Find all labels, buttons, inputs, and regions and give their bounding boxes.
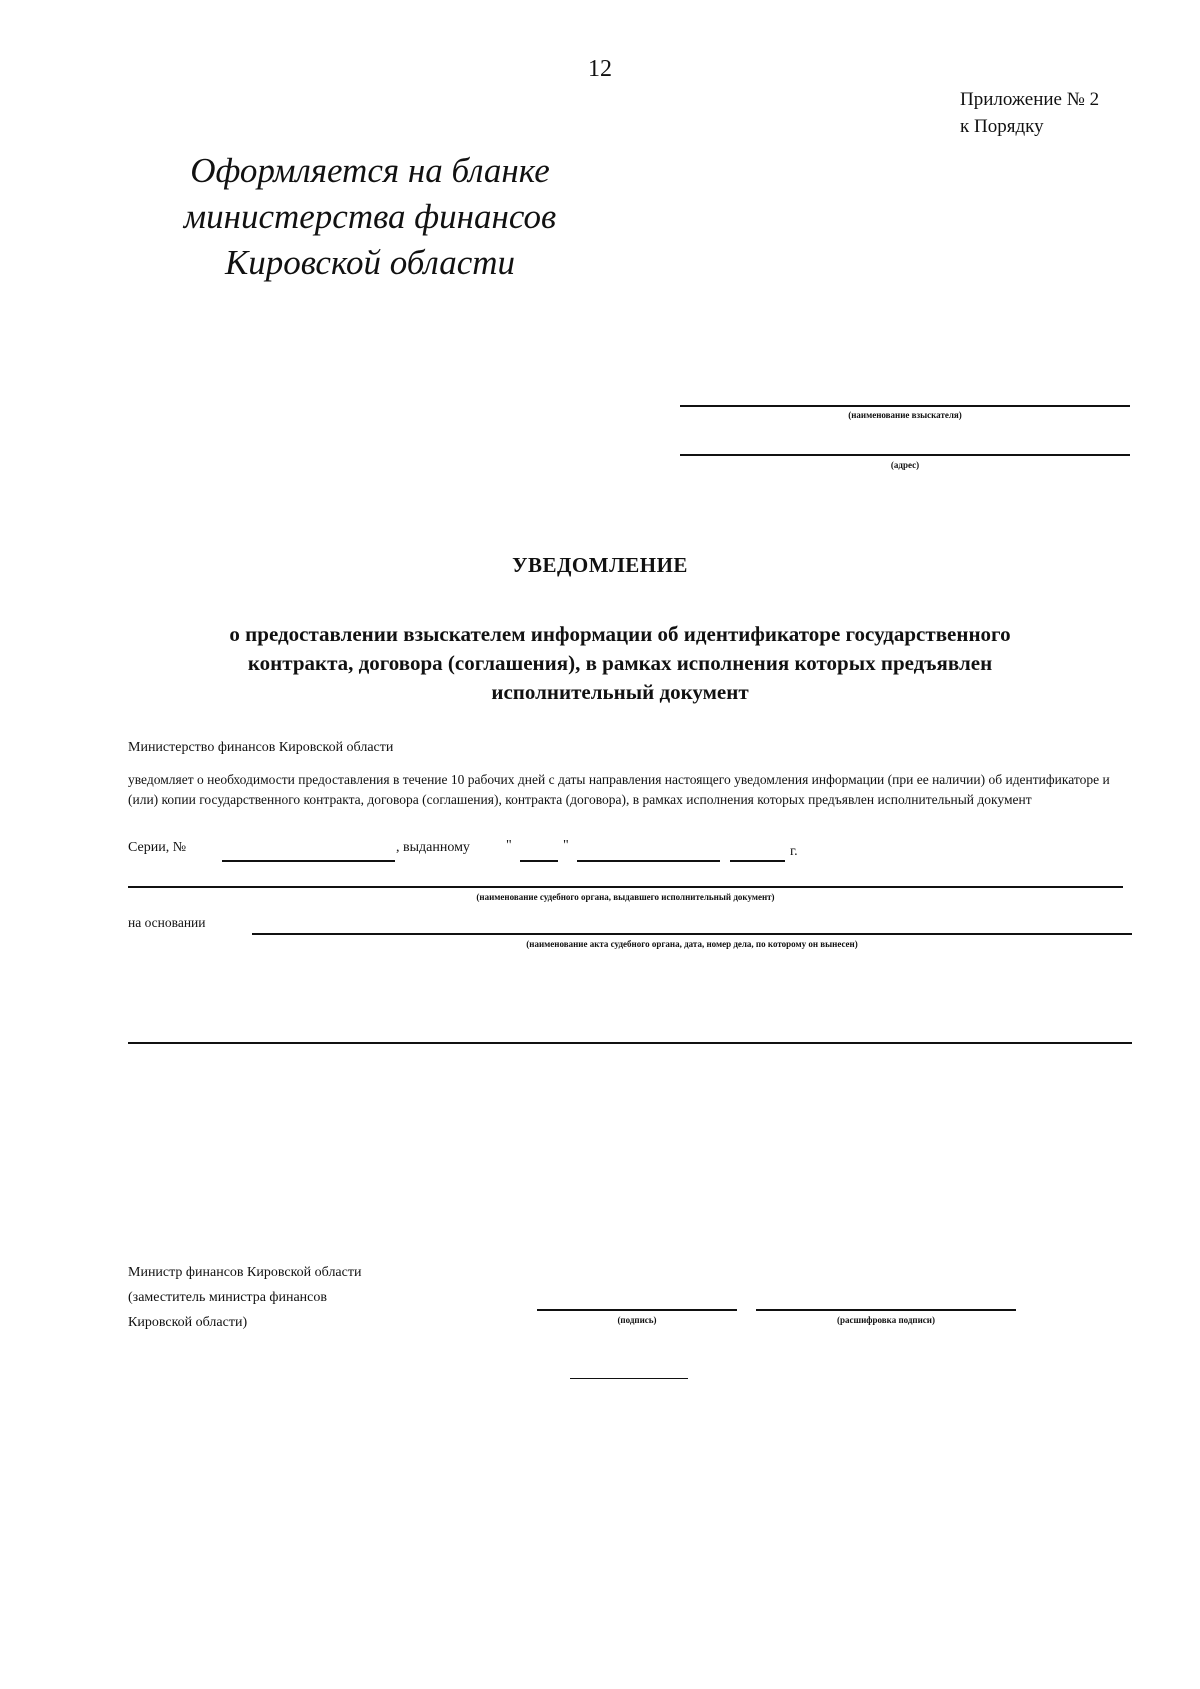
series-label: Серии, №: [128, 840, 187, 855]
subtitle-line-3: исполнительный документ: [491, 680, 749, 704]
recipient-name-caption: (наименование взыскателя): [848, 410, 962, 420]
recipient-address-caption: (адрес): [890, 460, 920, 470]
series-number-field[interactable]: [222, 860, 395, 862]
signature-decoding-field[interactable]: [756, 1309, 1016, 1311]
end-separator-line: [570, 1378, 688, 1379]
notice-body-text: уведомляет о необходимости предоставления в течение 10 рабочих дней с даты направления настоящего уведомления информации (при ее наличии) об идентификаторе и (или) копии государственного контракта, договора (соглашения), контракта (договора), в рамках исполнения которых предъявлен исполнительный документ: [128, 772, 1110, 807]
signer-title: [128, 1260, 361, 1335]
recipient-name-line[interactable]: [680, 405, 1130, 407]
recipient-address-line[interactable]: [680, 454, 1130, 456]
quote-close: ": [563, 838, 569, 853]
issue-month-field[interactable]: [577, 860, 720, 862]
signature-field[interactable]: [537, 1309, 737, 1311]
basis-caption: (наименование акта судебного органа, дата, номер дела, по которому он вынесен): [526, 939, 858, 949]
page-number: 12: [588, 56, 612, 82]
basis-label: на основании: [128, 915, 206, 930]
ministry-name: Министерство финансов Кировской области: [128, 740, 394, 755]
signature-decoding-caption: (расшифровка подписи): [837, 1315, 935, 1325]
subtitle-line-1: о предоставлении взыскателем информации об идентификаторе государственного: [229, 622, 1011, 646]
court-name-caption: (наименование судебного органа, выдавшего исполнительный документ): [476, 892, 775, 902]
signer-line-1: Министр финансов Кировской области: [128, 1265, 362, 1280]
signer-line-2: (заместитель министра финансов: [128, 1290, 327, 1305]
appendix-line-1: Приложение № 2: [960, 89, 1100, 110]
subtitle-line-2: контракта, договора (соглашения), в рамках исполнения которых предъявлен: [247, 651, 993, 675]
issue-day-field[interactable]: [520, 860, 558, 862]
year-suffix: г.: [790, 844, 798, 859]
signer-line-3: Кировской области): [128, 1315, 248, 1330]
appendix-line-2: к Порядку: [960, 116, 1044, 137]
quote-open: ": [506, 838, 512, 853]
signature-caption: (подпись): [617, 1315, 657, 1325]
issued-label: , выданному: [396, 840, 470, 855]
blank-note-line-3: Кировской области: [224, 243, 516, 282]
issue-year-field[interactable]: [730, 860, 785, 862]
court-name-line[interactable]: [128, 886, 1123, 888]
document-subtitle: [180, 620, 1060, 707]
basis-line[interactable]: [252, 933, 1132, 935]
blank-note: [150, 148, 590, 286]
blank-note-line-1: Оформляется на бланке: [190, 151, 550, 190]
additional-info-line[interactable]: [128, 1042, 1132, 1044]
blank-note-line-2: министерства финансов: [183, 197, 557, 236]
document-title: УВЕДОМЛЕНИЕ: [512, 553, 688, 577]
appendix-reference: [960, 86, 1099, 140]
